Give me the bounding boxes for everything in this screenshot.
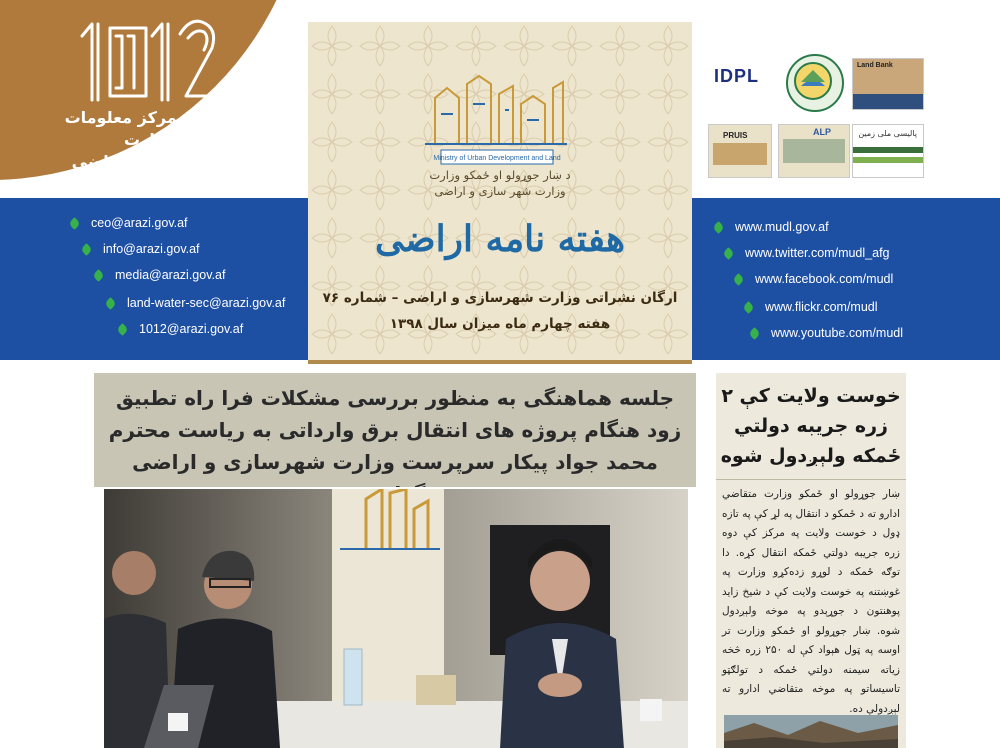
alp-logo-text: ALP — [813, 127, 831, 137]
web-link-text: www.flickr.com/mudl — [765, 300, 878, 314]
land-policy-logo-text: پالیسی ملی زمین — [858, 129, 917, 138]
email-item[interactable] — [118, 322, 243, 336]
pruis-logo-text: PRUIS — [723, 131, 748, 140]
main-article-headline-box — [94, 373, 696, 487]
side-article-body: ښار جوړولو او ځمکو وزارت متقاضي ادارو ته د ځمکو د انتقال په لړ کې په تازه ډول د خوست ولایت په مرکز کې دوه زره جریبه دولتي ځمکه انتقال کړه. دا توګه ځمکه د لوړو زده‌کړو وزارت په غوښتنه په خوست ولایت کې د شیخ زاید پوهنتون د جوړېدو په موخه ولېږدول شوه. ښار جوړولو او ځمکو وزارت تر اوسه په ټول هېواد کې له ۲۵۰ زره څخه زیاته سیمنه دولتي ځمکه د تولګټو تاسیساتو په موخه متقاضي ادارو ته لېږدولې ده. — [722, 488, 901, 715]
web-link-item[interactable] — [714, 220, 829, 234]
web-link-item[interactable] — [744, 300, 878, 314]
ministry-logo — [417, 74, 575, 180]
email-item[interactable] — [82, 242, 200, 256]
ministry-name-fa: وزارت شهر سازی و اراضی — [434, 184, 566, 198]
meeting-photo — [104, 489, 688, 748]
web-link-item[interactable] — [750, 326, 903, 340]
side-article-photo — [724, 715, 898, 748]
alp-logo — [778, 124, 850, 178]
magazine-subtitle-issue: ارگان نشراتی وزارت شهرسازی و اراضی – شماره ۷۶ — [322, 290, 678, 306]
leaf-icon — [116, 323, 129, 336]
magazine-title-panel — [308, 22, 692, 364]
leaf-icon — [722, 247, 735, 260]
leaf-icon — [732, 273, 745, 286]
land-bank-logo — [852, 58, 924, 110]
pruis-image — [713, 143, 767, 165]
web-link-text: www.mudl.gov.af — [735, 220, 829, 234]
email-text: info@arazi.gov.af — [103, 242, 200, 256]
leaf-icon — [742, 301, 755, 314]
email-item[interactable] — [70, 216, 188, 230]
leaf-icon — [104, 297, 117, 310]
land-bank-logo-text: Land Bank — [857, 62, 893, 69]
1012-logo — [76, 14, 222, 106]
web-link-text: www.youtube.com/mudl — [771, 326, 904, 340]
land-bank-strip — [853, 94, 923, 109]
idpl-logo-text: IDPL — [714, 66, 760, 86]
logo-caption-line2: شهرسازی و اراضی — [71, 152, 227, 171]
logo-caption — [64, 107, 234, 173]
leaf-icon — [80, 243, 93, 256]
leaf-icon — [68, 217, 81, 230]
leaf-icon — [748, 327, 761, 340]
landscape-image — [724, 715, 898, 748]
email-text: land-water-sec@arazi.gov.af — [127, 296, 286, 310]
email-text: ceo@arazi.gov.af — [91, 216, 188, 230]
idpl-logo — [708, 56, 774, 102]
web-link-text: www.twitter.com/mudl_afg — [745, 246, 890, 260]
web-link-text: www.facebook.com/mudl — [755, 272, 894, 286]
government-seal-logo — [786, 54, 844, 112]
masthead — [0, 0, 1000, 360]
logo-caption-line1: شماره مرکز معلومات وزارت — [64, 108, 234, 149]
ministry-name-en: Ministry of Urban Development and Land — [433, 155, 561, 162]
magazine-subtitle-date: هفته چهارم ماه میزان سال ۱۳۹۸ — [389, 316, 611, 332]
ministry-name-ps: د ښار جوړولو او ځمکو وزارت — [429, 168, 571, 182]
web-link-item[interactable] — [724, 246, 890, 260]
meeting-photo-illustration — [104, 489, 688, 748]
pruis-logo — [708, 124, 772, 178]
land-policy-logo — [852, 124, 924, 178]
leaf-icon — [92, 269, 105, 282]
magazine-title: هفته نامه اراضی — [375, 218, 625, 260]
policy-stripe-dark — [853, 147, 923, 153]
side-article — [716, 373, 906, 748]
email-item[interactable] — [106, 296, 285, 310]
email-text: media@arazi.gov.af — [115, 268, 226, 282]
alp-image — [783, 139, 845, 163]
leaf-icon — [712, 221, 725, 234]
main-article-headline: جلسه هماهنگی به منظور بررسی مشکلات فرا راه تطبیق زود هنگام پروژه های انتقال برق وارداتی به ریاست محترم محمد جواد پیکار سرپرست وزارت شهرسازی و اراضی — [108, 386, 682, 474]
seal-icon — [788, 56, 842, 110]
side-article-title: خوست ولایت کې ۲ زره جریبه دولتي ځمکه ولېږدول شوه — [720, 385, 902, 467]
policy-stripe-light — [853, 157, 923, 163]
side-article-divider — [716, 479, 906, 480]
partner-logos — [700, 50, 960, 190]
email-item[interactable] — [94, 268, 225, 282]
email-text: 1012@arazi.gov.af — [139, 322, 244, 336]
web-link-item[interactable] — [734, 272, 893, 286]
